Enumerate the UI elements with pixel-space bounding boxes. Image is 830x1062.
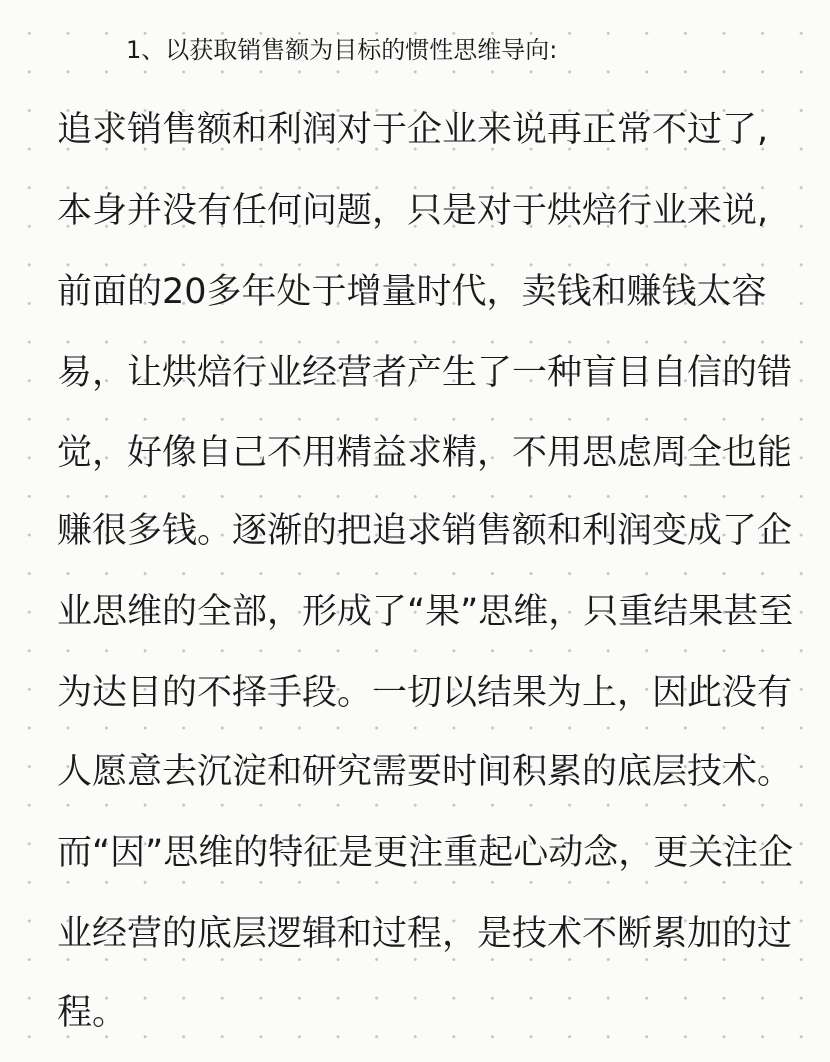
- note-heading: 1、以获取销售额为目标的惯性思维导向:: [126, 36, 558, 64]
- note-line: 觉，好像自己不用精益求精，不用思虑周全也能: [57, 433, 793, 473]
- note-line: 业经营的底层逻辑和过程，是技术不断累加的过: [57, 914, 793, 954]
- note-line: 赚很多钱。逐渐的把追求销售额和利润变成了企: [57, 511, 793, 551]
- note-line: 业思维的全部，形成了“果”思维，只重结果甚至: [57, 592, 794, 632]
- note-line: 而“因”思维的特征是更注重起心动念，更关注企: [57, 833, 794, 873]
- note-line: 易，让烘焙行业经营者产生了一种盲目自信的错: [57, 353, 793, 393]
- note-line: 追求销售额和利润对于企业来说再正常不过了,: [57, 110, 769, 150]
- note-line: 为达目的不择手段。一切以结果为上，因此没有: [57, 673, 793, 713]
- note-line: 程。: [57, 993, 128, 1033]
- note-line: 人愿意去沉淀和研究需要时间积累的底层技术。: [57, 752, 793, 792]
- note-line: 本身并没有任何问题，只是对于烘焙行业来说,: [57, 191, 769, 231]
- note-line: 前面的20多年处于增量时代，卖钱和赚钱太容: [57, 272, 767, 312]
